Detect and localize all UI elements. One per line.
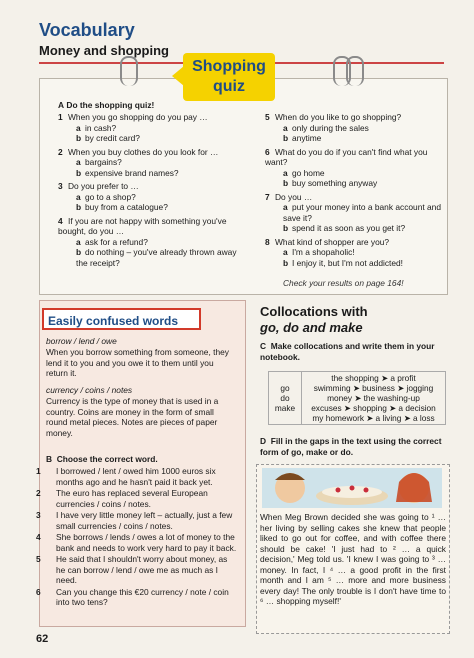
quiz-option: b buy something anyway <box>283 178 378 188</box>
quiz-title-line1: Shopping <box>192 58 266 75</box>
confused-para1: When you borrow something from someone, they lend it to you and you owe it to them until you return it. <box>46 347 229 378</box>
quiz-instruction: A Do the shopping quiz! <box>58 100 155 110</box>
quiz-option: b I enjoy it, but I'm not addicted! <box>283 257 404 268</box>
quiz-question: 3 Do you prefer to … a go to a shop? b buy from a catalogue? <box>58 181 248 213</box>
quiz-question-text: When you go shopping do you pay … <box>68 112 208 122</box>
quiz-option: b expensive brand names? <box>76 167 179 178</box>
confused-words-title: Easily confused words <box>42 308 201 330</box>
cake-illustration <box>262 468 442 508</box>
quiz-option: b spend it as soon as you get it? <box>283 223 406 233</box>
quiz-option: a put your money into a bank account and save it? <box>283 202 441 223</box>
page-number: 62 <box>36 633 49 645</box>
story-text: When Meg Brown decided she was going to ¹ … her living by selling cakes she knew that people liked to go out for coffee, and with coffee there should be cake! 'I just had to ² … a quick decision,' Meg told us. 'I knew I was going to ³ … money. In fact, I ⁴ … a good profit in the first month and I am ⁵ … more and more business every day! The only trouble is I don't have time to ⁶ … shopping myself!' <box>260 512 446 606</box>
confused-exercise-list <box>36 466 238 609</box>
quiz-question: 2 When you buy clothes do you look for … a bargains? b expensive brand names? <box>58 147 248 179</box>
binder-ring-icon <box>120 56 138 86</box>
quiz-option: a go to a shop? <box>76 191 136 202</box>
quiz-question-text: Do you … <box>275 191 313 202</box>
quiz-option: b buy from a catalogue? <box>76 202 168 212</box>
quiz-question: 7 Do you … a put your money into a bank account and save it? b spend it as soon as you get it? <box>265 191 441 233</box>
quiz-question-text: When do you like to go shopping? <box>275 112 402 122</box>
confused-group1-label: borrow / lend / owe <box>46 336 117 346</box>
quiz-title-line2: quiz <box>213 78 245 95</box>
quiz-question: 4 If you are not happy with something you've bought, do you … a ask for a refund? b do nothing – you've already thrown away the receipt? <box>58 216 248 269</box>
quiz-question-text: When you buy clothes do you look for … <box>68 146 219 157</box>
section-subtitle: Money and shopping <box>39 43 169 58</box>
quiz-right-column <box>265 112 443 271</box>
quiz-option: a in cash? <box>76 122 117 133</box>
collocations-title: Collocations with go, do and make <box>260 304 368 335</box>
quiz-question: 1 When you go shopping do you pay … a in cash? b by credit card? <box>58 112 248 144</box>
confused-instruction: B Choose the correct word. <box>46 454 158 464</box>
quiz-question: 8 What kind of shopper are you? a I'm a shopaholic! b I enjoy it, but I'm not addicted! <box>265 237 443 269</box>
collocations-table <box>268 371 446 425</box>
quiz-option: b by credit card? <box>76 133 140 143</box>
confused-para2: Currency is the type of money that is used in a country. Coins are money in the form of small round metal pieces. Notes are pieces of paper money. <box>46 396 219 438</box>
confused-exercise-item: 6 Can you change this €20 currency / note / coin into two tens? <box>36 586 229 607</box>
quiz-question-text: Do you prefer to … <box>68 181 139 191</box>
confused-exercise-item: 5 He said that I shouldn't worry about money, as he can borrow / lend / owe me as much as I need. <box>36 554 228 585</box>
collocations-phrases: the shopping ➤ a profit swimming ➤ business ➤ jogging money ➤ the washing-up excuses ➤ shopping ➤ a decision my homework ➤ a living ➤ a loss <box>302 372 446 425</box>
confused-exercise-item: 1 I borrowed / lent / owed him 1000 euros six months ago and he hasn't paid it back yet. <box>36 466 216 487</box>
quiz-option: b do nothing – you've already thrown away the receipt? <box>76 247 237 268</box>
quiz-option: a bargains? <box>76 157 122 167</box>
quiz-check-note: Check your results on page 164! <box>283 278 404 288</box>
confused-exercise-item: 3 I have very little money left – actually, just a few small currencies / coins / notes. <box>36 510 233 531</box>
confused-exercise-item: 2 The euro has replaced several European currencies / coins / notes. <box>36 488 208 509</box>
collocations-instruction: C Make collocations and write them in your notebook. <box>260 341 435 362</box>
quiz-option: a only during the sales <box>283 122 369 133</box>
confused-group2-label: currency / coins / notes <box>46 385 133 395</box>
confused-exercise-item: 4 She borrows / lends / owes a lot of money to the bank and needs to work very hard to pay it back. <box>36 532 237 553</box>
collocations-verbs: go do make <box>269 372 302 425</box>
gapfill-instruction: D Fill in the gaps in the text using the correct form of go, make or do. <box>260 436 442 457</box>
quiz-title-badge <box>183 53 275 101</box>
quiz-question-text: If you are not happy with something you've bought, do you … <box>58 215 227 236</box>
quiz-question-text: What do you do if you can't find what you want? <box>265 146 428 167</box>
quiz-question: 5 When do you like to go shopping? a only during the sales b anytime <box>265 112 443 144</box>
quiz-option: b anytime <box>283 133 322 143</box>
quiz-question: 6 What do you do if you can't find what you want? a go home b buy something anyway <box>265 147 443 189</box>
quiz-option: a I'm a shopaholic! <box>283 247 355 257</box>
quiz-question-text: What kind of shopper are you? <box>275 236 390 247</box>
page-title: Vocabulary <box>39 20 135 40</box>
binder-ring-icon <box>346 56 364 86</box>
quiz-left-column <box>58 112 248 271</box>
quiz-option: a go home <box>283 167 325 178</box>
quiz-option: a ask for a refund? <box>76 236 148 247</box>
